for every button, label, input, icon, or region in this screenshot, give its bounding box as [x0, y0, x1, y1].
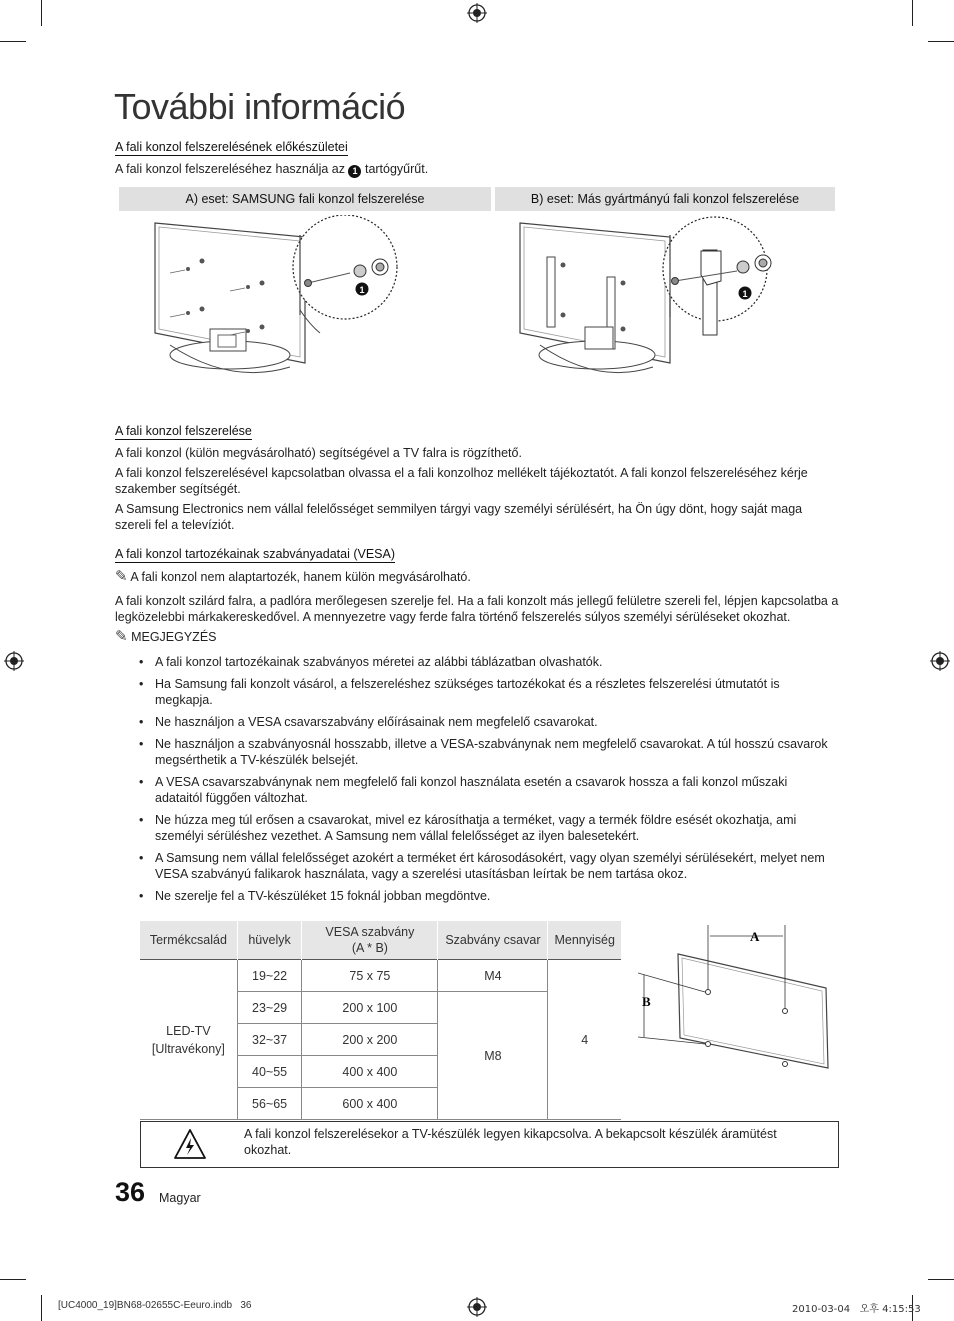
other-mount-illustration	[515, 215, 785, 385]
file-info: [UC4000_19]BN68-02655C-Eeuro.indb 36	[58, 1300, 252, 1311]
inch-cell: 32~37	[237, 1024, 302, 1056]
header-quantity: Mennyiség	[548, 921, 621, 960]
note-label-text: MEGJEGYZÉS	[131, 630, 217, 644]
list-item: • A VESA csavarszabványnak nem megfelelő fali konzol használata esetén a csavarok hossza a fali konzol műszaki adataitól függően változhat.	[135, 774, 835, 806]
header-vesa-line1: VESA szabvány	[325, 925, 415, 939]
mount-heading: A fali konzol felszerelése	[115, 424, 252, 438]
prep-heading: A fali konzol felszerelésének előkészületei	[115, 140, 348, 154]
notes-list	[135, 654, 835, 910]
header-screw: Szabvány csavar	[438, 921, 548, 960]
prep-text-before: A fali konzol felszereléséhez használja az	[115, 162, 345, 176]
warning-text: A fali konzol felszerelésekor a TV-készülék legyen kikapcsolva. A bekapcsolt készülék áramütést okozhat.	[244, 1127, 777, 1157]
family-name: LED-TV	[166, 1023, 211, 1038]
crop-mark	[41, 1295, 42, 1321]
family-sub: [Ultravékony]	[151, 1041, 225, 1056]
vesa-cell: 200 x 200	[302, 1024, 438, 1056]
vesa-note-1	[115, 569, 840, 585]
vesa-dimension-diagram	[638, 920, 838, 1070]
list-item: • A Samsung nem vállal felelősséget azokért a terméket ért károsodásokért, vagy olyan személyi sérülésekért, melyet nem VESA szabványú falikarok használata, vagy a szerelési utasításban leírtak be nem tartása okoz.	[135, 850, 835, 882]
registration-mark-icon	[4, 651, 24, 671]
svg-text:1: 1	[742, 289, 748, 299]
samsung-mount-illustration	[150, 215, 420, 385]
quantity-cell: 4	[548, 960, 621, 1120]
vesa-cell: 75 x 75	[302, 960, 438, 992]
inch-cell: 23~29	[237, 992, 302, 1024]
list-item: • A fali konzol tartozékainak szabványos méretei az alábbi táblázatban olvashatók.	[135, 654, 835, 670]
vesa-cell: 200 x 100	[302, 992, 438, 1024]
inch-cell: 19~22	[237, 960, 302, 992]
dimension-a-label: A	[750, 929, 760, 944]
list-item: • Ne húzza meg túl erősen a csavarokat, mivel ez károsíthatja a terméket, vagy a termék földre esését okozhatja, ami személyi sérüléshez vezethet. A Samsung nem vállal felelősséget az ilyen balesetekért.	[135, 812, 835, 844]
vesa-heading: A fali konzol tartozékainak szabványadatai (VESA)	[115, 547, 396, 561]
registration-mark-icon	[467, 1297, 487, 1317]
date-info: 2010-03-04 오후 4:15:53	[792, 1304, 921, 1315]
crop-mark	[0, 1279, 26, 1280]
case-b-header: B) eset: Más gyártmányú fali konzol felszerelése	[495, 187, 835, 211]
crop-mark	[41, 0, 42, 26]
list-item: • Ha Samsung fali konzolt vásárol, a felszereléshez szükséges tartozékokat és a részletes felszerelési útmutatót is megkapja.	[135, 676, 835, 708]
page-title: További információ	[114, 86, 406, 127]
dimension-b-label: B	[642, 994, 651, 1009]
case-a-header: A) eset: SAMSUNG fali konzol felszerelése	[119, 187, 491, 211]
svg-text:1: 1	[359, 285, 365, 295]
vesa-note-1-text: A fali konzol nem alaptartozék, hanem külön megvásárolható.	[130, 570, 471, 584]
prep-text-after: tartógyűrűt.	[364, 162, 429, 176]
warning-box	[140, 1121, 839, 1168]
header-vesa-line2: (A * B)	[351, 941, 388, 955]
page-number: 36	[115, 1177, 146, 1207]
inch-cell: 56~65	[237, 1088, 302, 1120]
crop-mark	[928, 41, 954, 42]
page-language: Magyar	[159, 1191, 201, 1205]
registration-mark-icon	[930, 651, 950, 671]
pencil-note-icon: ✎	[115, 568, 128, 585]
mount-paragraph-3: A Samsung Electronics nem vállal felelősséget semmilyen tárgyi vagy személyi sérülésért, ha Ön úgy dönt, hogy saját maga szereli fel a televíziót.	[115, 502, 803, 532]
list-item: • Ne használjon a szabványosnál hosszabb, illetve a VESA-szabványnak nem megfelelő csavarokat. A túl hosszú csavarok megsérthetik a TV-készülék belsejét.	[135, 736, 835, 768]
vesa-cell: 600 x 400	[302, 1088, 438, 1120]
list-item: • Ne használjon a VESA csavarszabvány előírásainak nem megfelelő csavarokat.	[135, 714, 835, 730]
crop-mark	[928, 1279, 954, 1280]
family-cell	[140, 960, 237, 1120]
pencil-note-icon: ✎	[115, 628, 128, 645]
table-row	[140, 960, 621, 992]
mount-paragraph-2: A fali konzol felszerelésével kapcsolatban olvassa el a fali konzolhoz mellékelt tájékoztatót. A fali konzol felszereléséhez kérje szakember segítségét.	[115, 466, 808, 496]
crop-mark	[912, 0, 913, 26]
prep-text	[115, 161, 840, 178]
registration-mark-icon	[467, 3, 487, 23]
screw-cell: M8	[438, 992, 548, 1120]
vesa-cell: 400 x 400	[302, 1056, 438, 1088]
crop-mark	[0, 41, 26, 42]
screw-cell: M4	[438, 960, 548, 992]
inch-cell: 40~55	[237, 1056, 302, 1088]
vesa-table	[140, 921, 621, 1120]
vesa-paragraph: A fali konzolt szilárd falra, a padlóra merőlegesen szerelje fel. Ha a fali konzolt más jellegű felületre szereli fel, lépjen kapcsolatba a legközelebbi márkakereskedővel. A mennyezetre vagy ferde falra történő felszerelés súlyos személyi sérüléseket okozhat.	[115, 594, 839, 624]
marker-badge: 1	[348, 165, 361, 178]
electric-warning-icon	[173, 1128, 207, 1162]
mount-paragraph-1: A fali konzol (külön megvásárolható) segítségével a TV falra is rögzíthető.	[115, 446, 522, 460]
note-label	[115, 629, 840, 645]
list-item: • Ne szerelje fel a TV-készüléket 15 foknál jobban megdöntve.	[135, 888, 835, 904]
header-inch: hüvelyk	[237, 921, 302, 960]
header-family: Termékcsalád	[140, 921, 237, 960]
header-vesa	[302, 921, 438, 960]
table-header-row	[140, 921, 621, 960]
